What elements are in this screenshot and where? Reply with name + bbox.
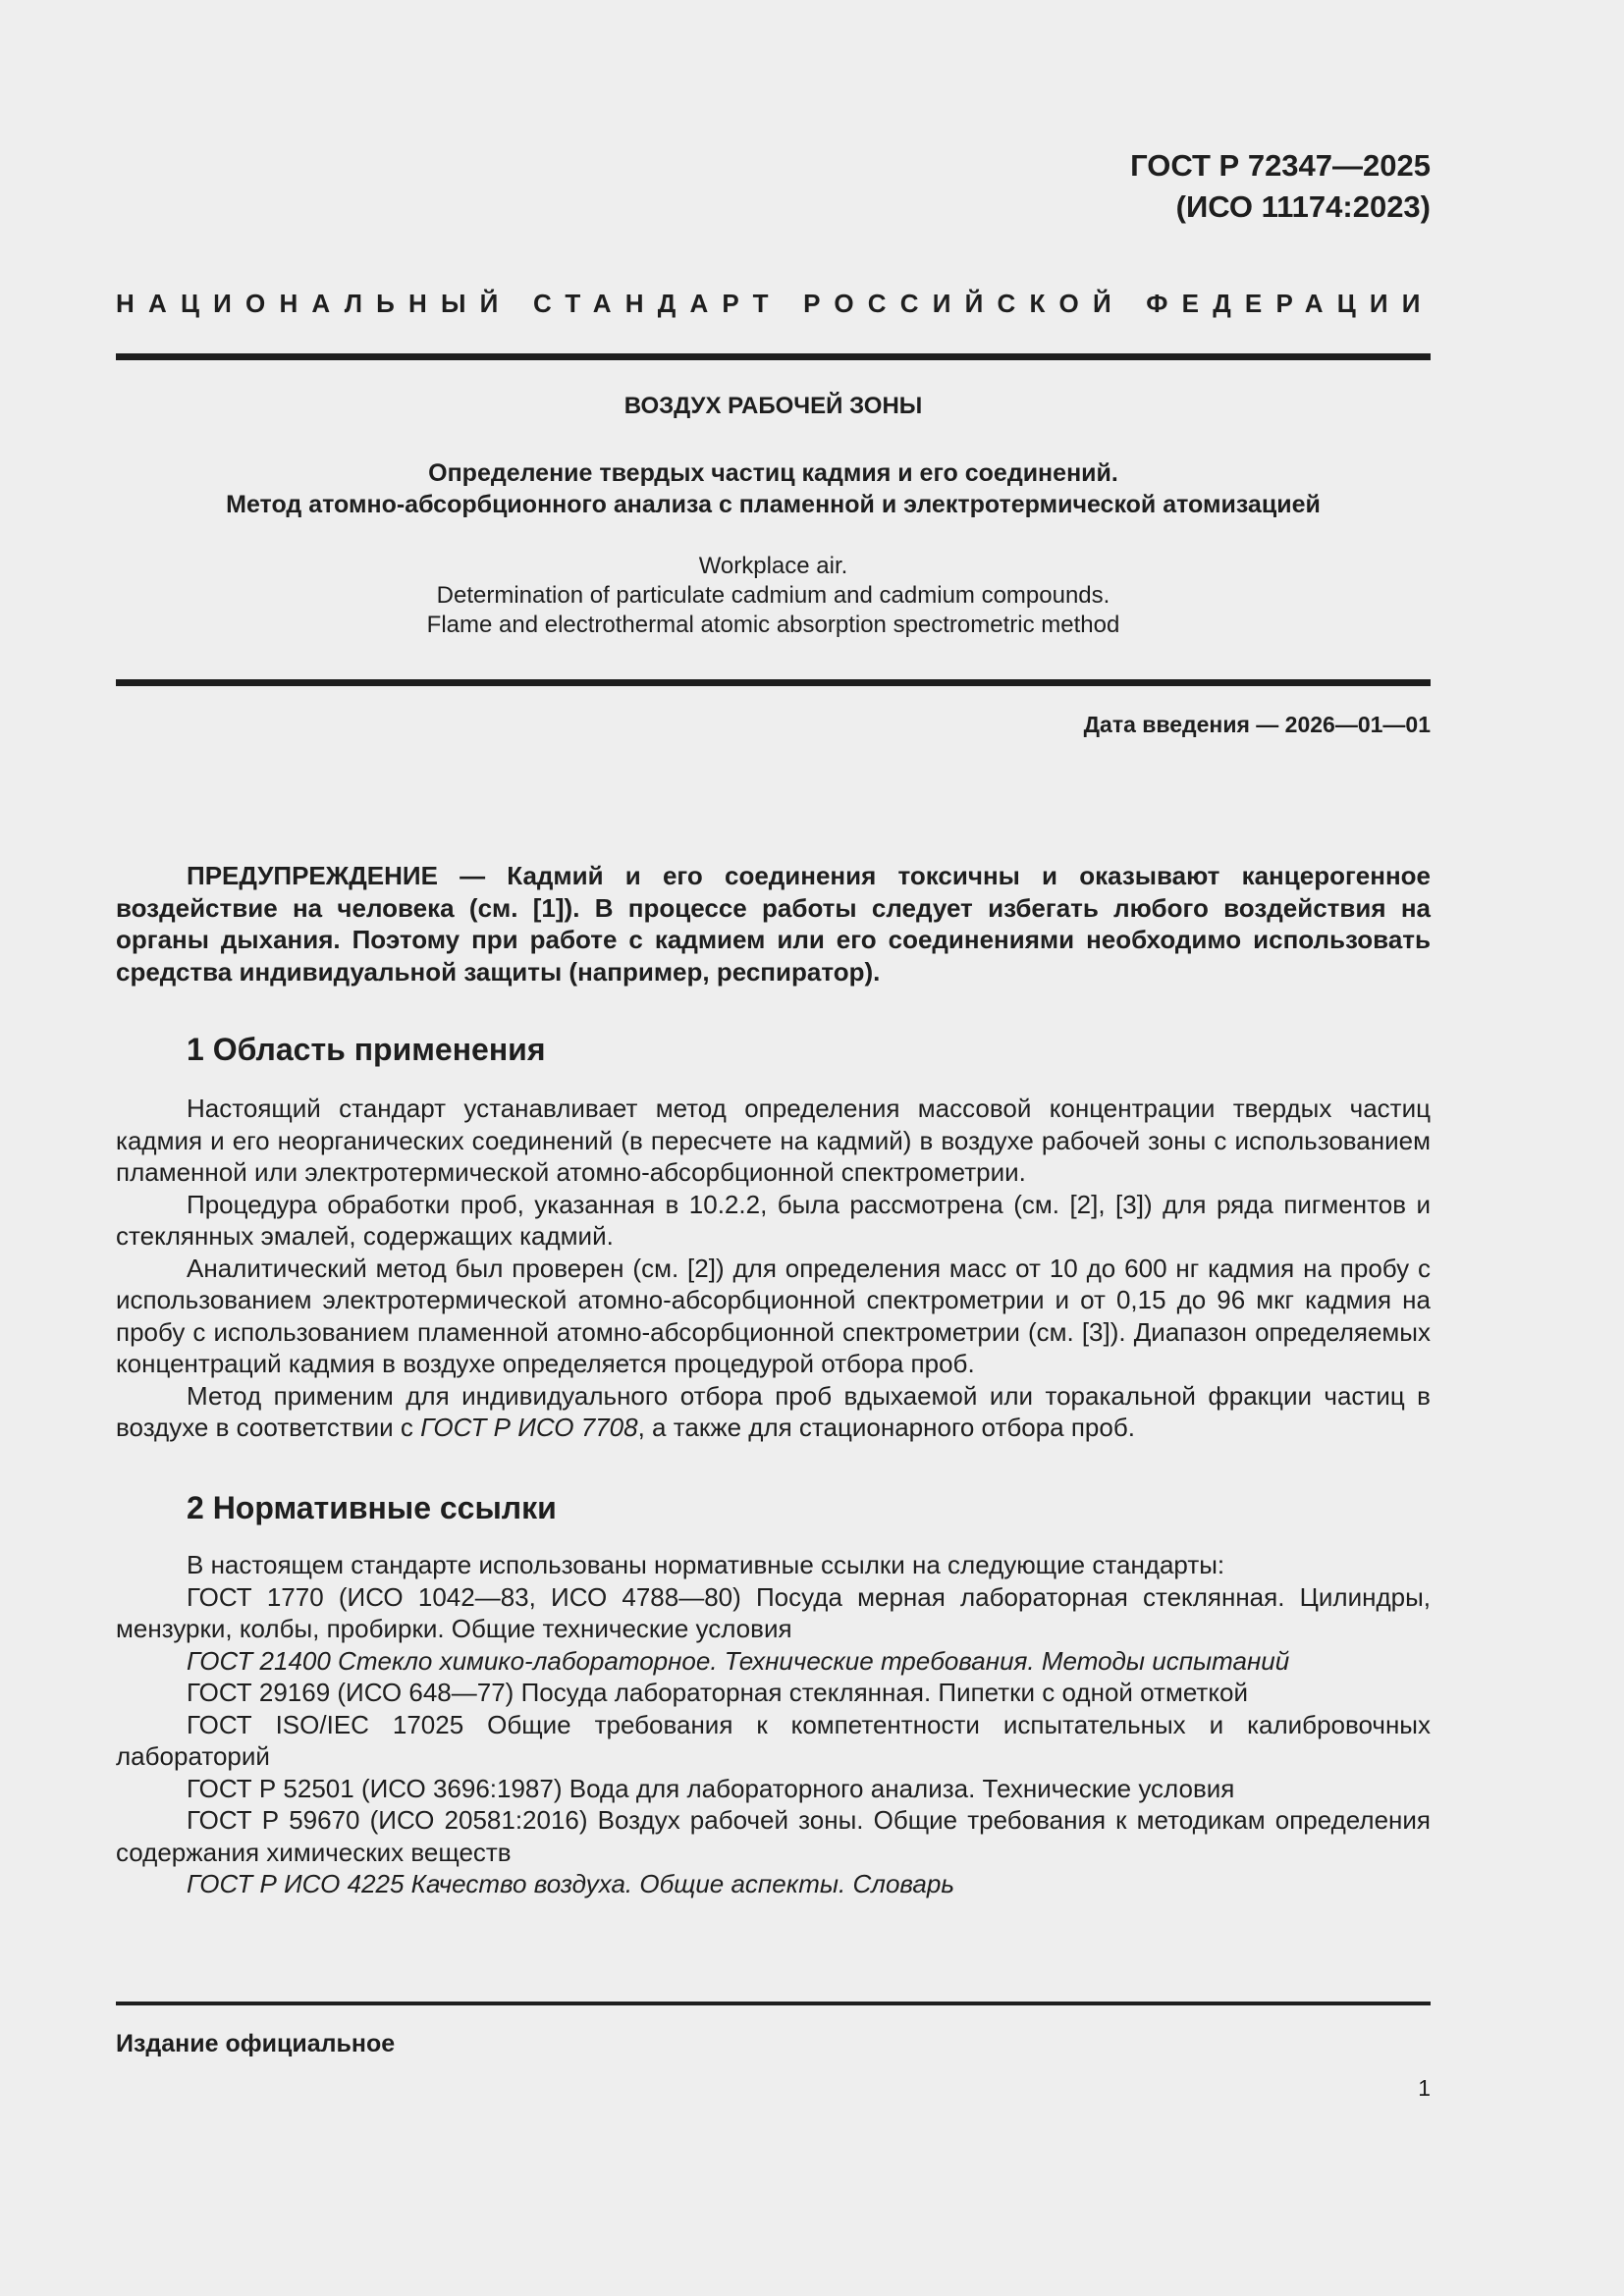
footer-divider (116, 2002, 1431, 2005)
english-title (116, 552, 1431, 640)
national-standard-title: НАЦИОНАЛЬНЫЙ СТАНДАРТ РОССИЙСКОЙ ФЕДЕРАЦИИ (116, 289, 1435, 318)
warning-block (116, 860, 1431, 988)
introduction-date: Дата введения — 2026—01—01 (1083, 712, 1431, 737)
english-title-line-1: Workplace air. (698, 553, 848, 579)
section-2-heading: 2 Нормативные ссылки (187, 1490, 557, 1525)
standard-number (1130, 145, 1431, 228)
section-2-intro: В настоящем стандарте использованы нормативные ссылки на следующие стандарты: (187, 1550, 1225, 1579)
normative-reference: ГОСТ 21400 Стекло химико-лабораторное. Технические требования. Методы испытаний (187, 1645, 1290, 1676)
subtitle-line-2: Метод атомно-абсорбционного анализа с пламенной и электротермической атомизацией (226, 491, 1321, 518)
normative-reference: ГОСТ 1770 (ИСО 1042—83, ИСО 4788—80) Посуда мерная лабораторная стеклянная. Цилиндры, мензурки, колбы, пробирки. Общие технические условия (116, 1581, 1431, 1643)
page-number: 1 (1418, 2075, 1431, 2101)
document-subtitle (116, 457, 1431, 520)
paragraph-4-text-start: Метод применим для индивидуального отбора проб вдыхаемой или торакальной фракции частиц в воздухе в соответствии с (116, 1380, 1431, 1442)
top-divider (116, 353, 1431, 360)
reference-gost-iso-7708: ГОСТ Р ИСО 7708 (420, 1413, 638, 1442)
document-title: ВОЗДУХ РАБОЧЕЙ ЗОНЫ (623, 393, 923, 419)
warning-text: ПРЕДУПРЕЖДЕНИЕ — Кадмий и его соединения токсичны и оказывают канцерогенное воздействие на человека (см. [1]). В процессе работы следует избегать любого воздействия на органы дыхания. Поэтому при работе с кадмием или его соединениями необходимо использовать средства индивидуальной защиты (например, респиратор). (116, 861, 1431, 987)
section-1-heading: 1 Область применения (187, 1032, 546, 1067)
document-page (116, 0, 1435, 2296)
normative-reference: ГОСТ Р ИСО 4225 Качество воздуха. Общие аспекты. Словарь (187, 1869, 954, 1898)
standard-number-gost: ГОСТ Р 72347—2025 (1130, 148, 1431, 183)
normative-reference: ГОСТ 29169 (ИСО 648—77) Посуда лабораторная стеклянная. Пипетки с одной отметкой (187, 1678, 1248, 1707)
section-1-paragraph-2: Процедура обработки проб, указанная в 10.2.2, была рассмотрена (см. [2], [3]) для ряда пигментов и стеклянных эмалей, содержащих кадмий. (116, 1189, 1431, 1251)
section-1-paragraph-3: Аналитический метод был проверен (см. [2]) для определения масс от 10 до 600 нг кадмия на пробу с использованием электротермической атомно-абсорбционной спектрометрии и от 0,15 до 96 мкг кадмия на пробу с использованием пламенной атомно-абсорбционной спектрометрии (см. [3]). Диапазон определяемых концентраций кадмия в воздухе определяется процедурой отбора проб. (116, 1253, 1431, 1378)
section-1-paragraph-4 (116, 1380, 1431, 1444)
subtitle-line-1: Определение твердых частиц кадмия и его соединений. (428, 459, 1118, 487)
standard-number-iso: (ИСО 11174:2023) (1175, 189, 1431, 224)
section-1-body (116, 1093, 1431, 1444)
official-edition-label: Издание официальное (116, 2030, 396, 2057)
section-1-paragraph-1: Настоящий стандарт устанавливает метод определения массовой концентрации твердых частиц кадмия и его неорганических соединений (в пересчете на кадмий) в воздухе рабочей зоны с использованием пламенной или электротермической атомно-абсорбционной спектрометрии. (116, 1094, 1431, 1187)
paragraph-4-text-end: , а также для стационарного отбора проб. (637, 1413, 1135, 1442)
english-title-line-3: Flame and electrothermal atomic absorption spectrometric method (426, 612, 1120, 638)
title-divider (116, 679, 1431, 686)
normative-reference: ГОСТ ISO/IEC 17025 Общие требования к компетентности испытательных и калибровочных лабораторий (116, 1709, 1431, 1771)
normative-reference: ГОСТ Р 52501 (ИСО 3696:1987) Вода для лабораторного анализа. Технические условия (187, 1773, 1235, 1803)
section-2-body (116, 1549, 1431, 1900)
normative-reference: ГОСТ Р 59670 (ИСО 20581:2016) Воздух рабочей зоны. Общие требования к методикам определения содержания химических веществ (116, 1805, 1431, 1867)
english-title-line-2: Determination of particulate cadmium and cadmium compounds. (436, 582, 1110, 609)
